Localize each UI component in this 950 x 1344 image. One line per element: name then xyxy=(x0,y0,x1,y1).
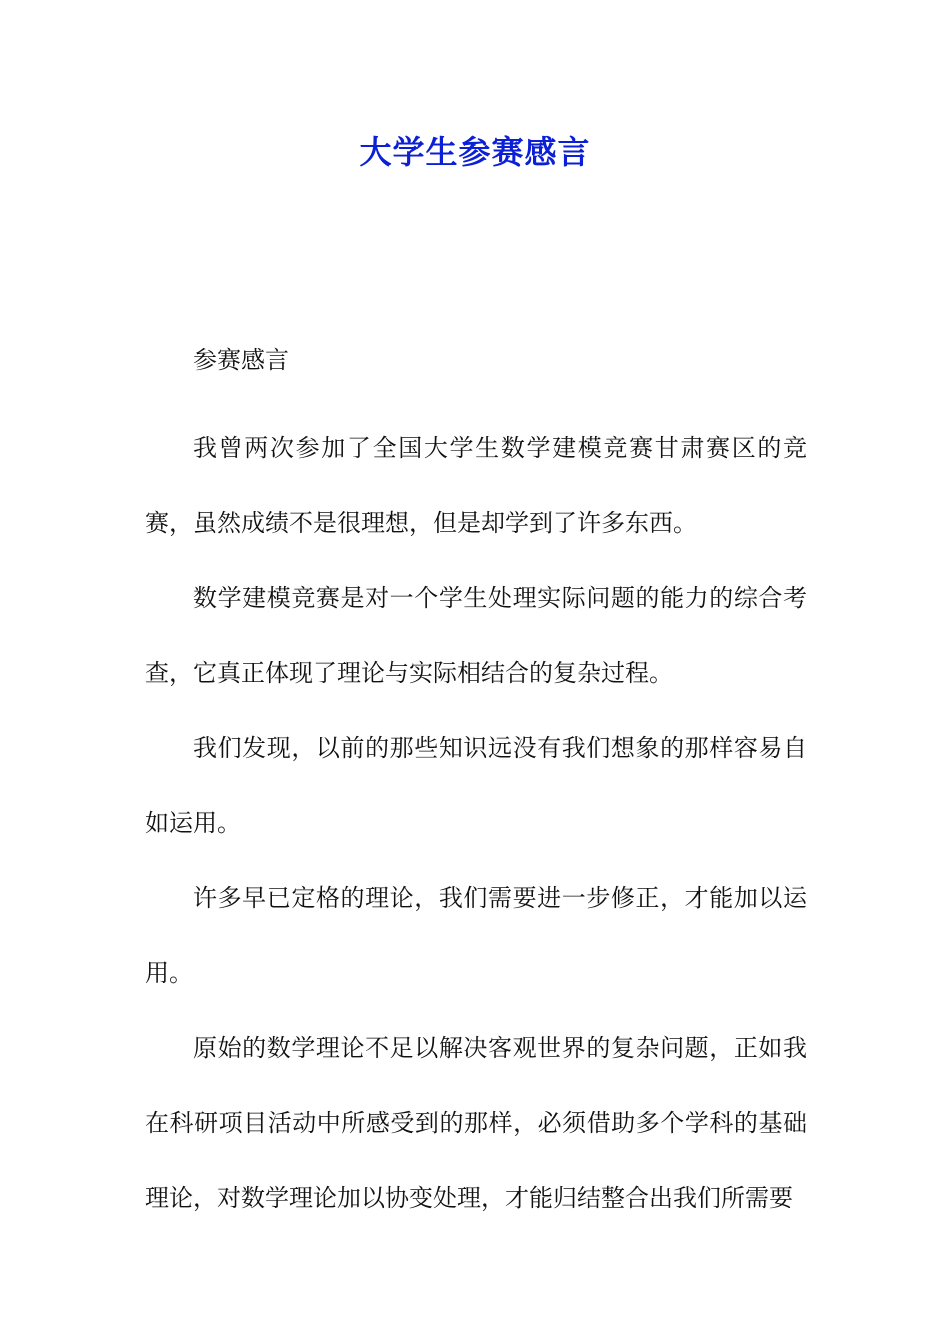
paragraph-5: 原始的数学理论不足以解决客观世界的复杂问题，正如我在科研项目活动中所感受到的那样，必须借助多个学科的基础理论，对数学理论加以协变处理，才能归结整合出我们所需要 xyxy=(145,1034,807,1212)
document-title: 大学生参赛感言 xyxy=(359,133,591,171)
paragraph-2: 数学建模竞赛是对一个学生处理实际问题的能力的综合考查，它真正体现了理论与实际相结合的复杂过程。 xyxy=(145,584,807,687)
spacer xyxy=(145,384,807,411)
section-heading: 参赛感言 xyxy=(193,346,289,374)
paragraph-4: 许多早已定格的理论，我们需要进一步修正，才能加以运用。 xyxy=(145,884,807,987)
paragraph-1: 我曾两次参加了全国大学生数学建模竞赛甘肃赛区的竞赛，虽然成绩不是很理想，但是却学到了许多东西。 xyxy=(145,434,807,537)
document-body xyxy=(145,336,807,1236)
paragraph-3: 我们发现，以前的那些知识远没有我们想象的那样容易自如运用。 xyxy=(145,734,807,837)
